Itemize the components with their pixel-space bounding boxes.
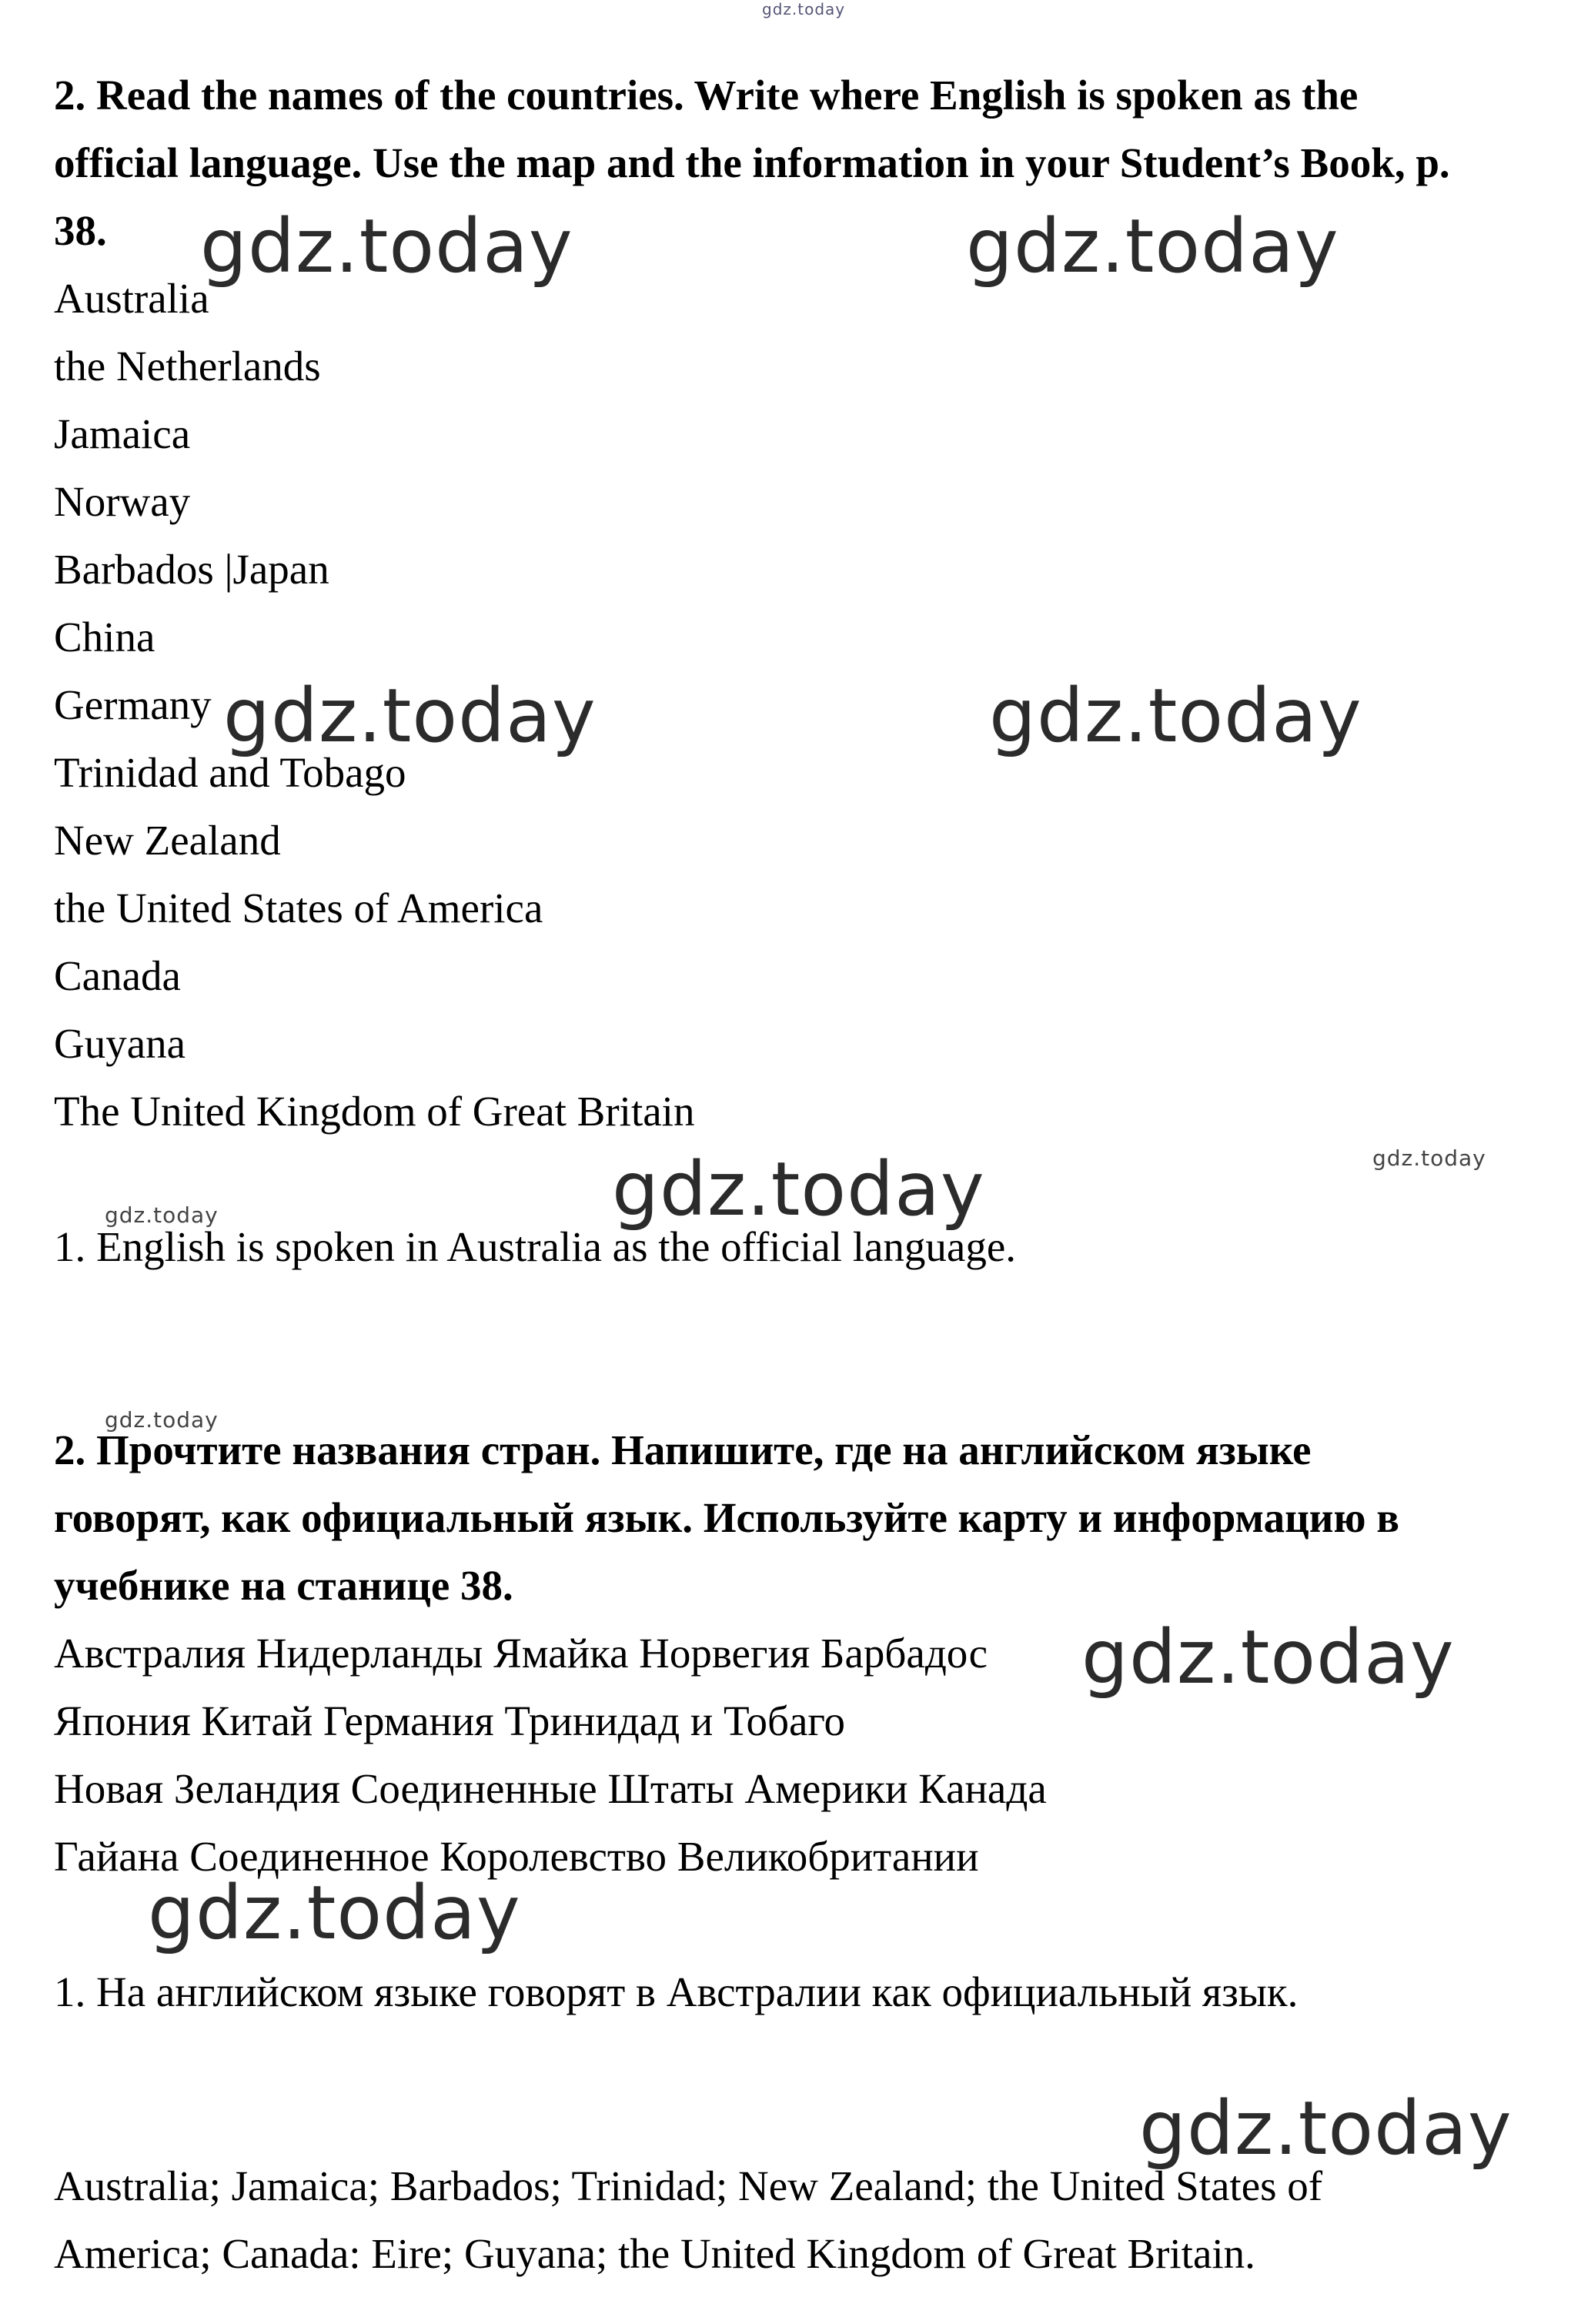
task-heading-ru-line-1: 2. Прочтите названия стран. Напишите, где на английском языке [54, 1426, 1312, 1473]
country-line-ru: Австралия Нидерланды Ямайка Норвегия Барбадос [54, 1630, 988, 1677]
watermark: gdz.today [612, 1146, 985, 1232]
task-heading-en-line-2: official language. Use the map and the information in your Student’s Book, p. [54, 139, 1450, 186]
watermark: gdz.today [1139, 2085, 1513, 2172]
watermark-small: gdz.today [1372, 1145, 1486, 1171]
country-item: Australia [54, 275, 209, 322]
watermark-top: gdz.today [762, 0, 846, 18]
country-item: The United Kingdom of Great Britain [54, 1088, 695, 1135]
country-line-ru: Новая Зеландия Соединенные Штаты Америки Канада [54, 1765, 1047, 1812]
country-line-ru: Япония Китай Германия Тринидад и Тобаго [54, 1697, 846, 1744]
watermark: gdz.today [1081, 1614, 1455, 1700]
country-item: the United States of America [54, 884, 543, 931]
country-item: the Netherlands [54, 343, 321, 390]
watermark-small: gdz.today [105, 1407, 219, 1433]
country-item: Trinidad and Tobago [54, 749, 406, 796]
answer-line-2: America; Canada: Eire; Guyana; the United Kingdom of Great Britain. [54, 2230, 1255, 2277]
task-heading-ru-line-2: говорят, как официальный язык. Используйте карту и информацию в [54, 1494, 1399, 1541]
country-item: Jamaica [54, 410, 191, 457]
country-item: Canada [54, 952, 181, 999]
country-item: New Zealand [54, 817, 281, 864]
country-item: China [54, 614, 155, 660]
example-en: 1. English is spoken in Australia as the official language. [54, 1223, 1016, 1270]
watermark-small: gdz.today [105, 1202, 219, 1228]
example-ru: 1. На английском языке говорят в Австралии как официальный язык. [54, 1968, 1299, 2015]
task-heading-en-line-1: 2. Read the names of the countries. Write where English is spoken as the [54, 72, 1359, 119]
answer-line-1: Australia; Jamaica; Barbados; Trinidad; New Zealand; the United States of [54, 2162, 1323, 2209]
watermark: gdz.today [148, 1870, 521, 1956]
task-heading-ru-line-3: учебнике на станице 38. [54, 1562, 513, 1609]
task-heading-en-line-3: 38. [54, 207, 107, 254]
watermark: gdz.today [223, 673, 597, 759]
country-item: Guyana [54, 1020, 186, 1067]
country-item: Germany [54, 681, 212, 728]
country-item: Norway [54, 478, 191, 525]
country-line-ru: Гайана Соединенное Королевство Великобритании [54, 1833, 979, 1880]
watermark: gdz.today [966, 203, 1339, 289]
watermark: gdz.today [989, 673, 1362, 759]
country-item: Barbados |Japan [54, 546, 329, 593]
watermark: gdz.today [200, 203, 573, 289]
